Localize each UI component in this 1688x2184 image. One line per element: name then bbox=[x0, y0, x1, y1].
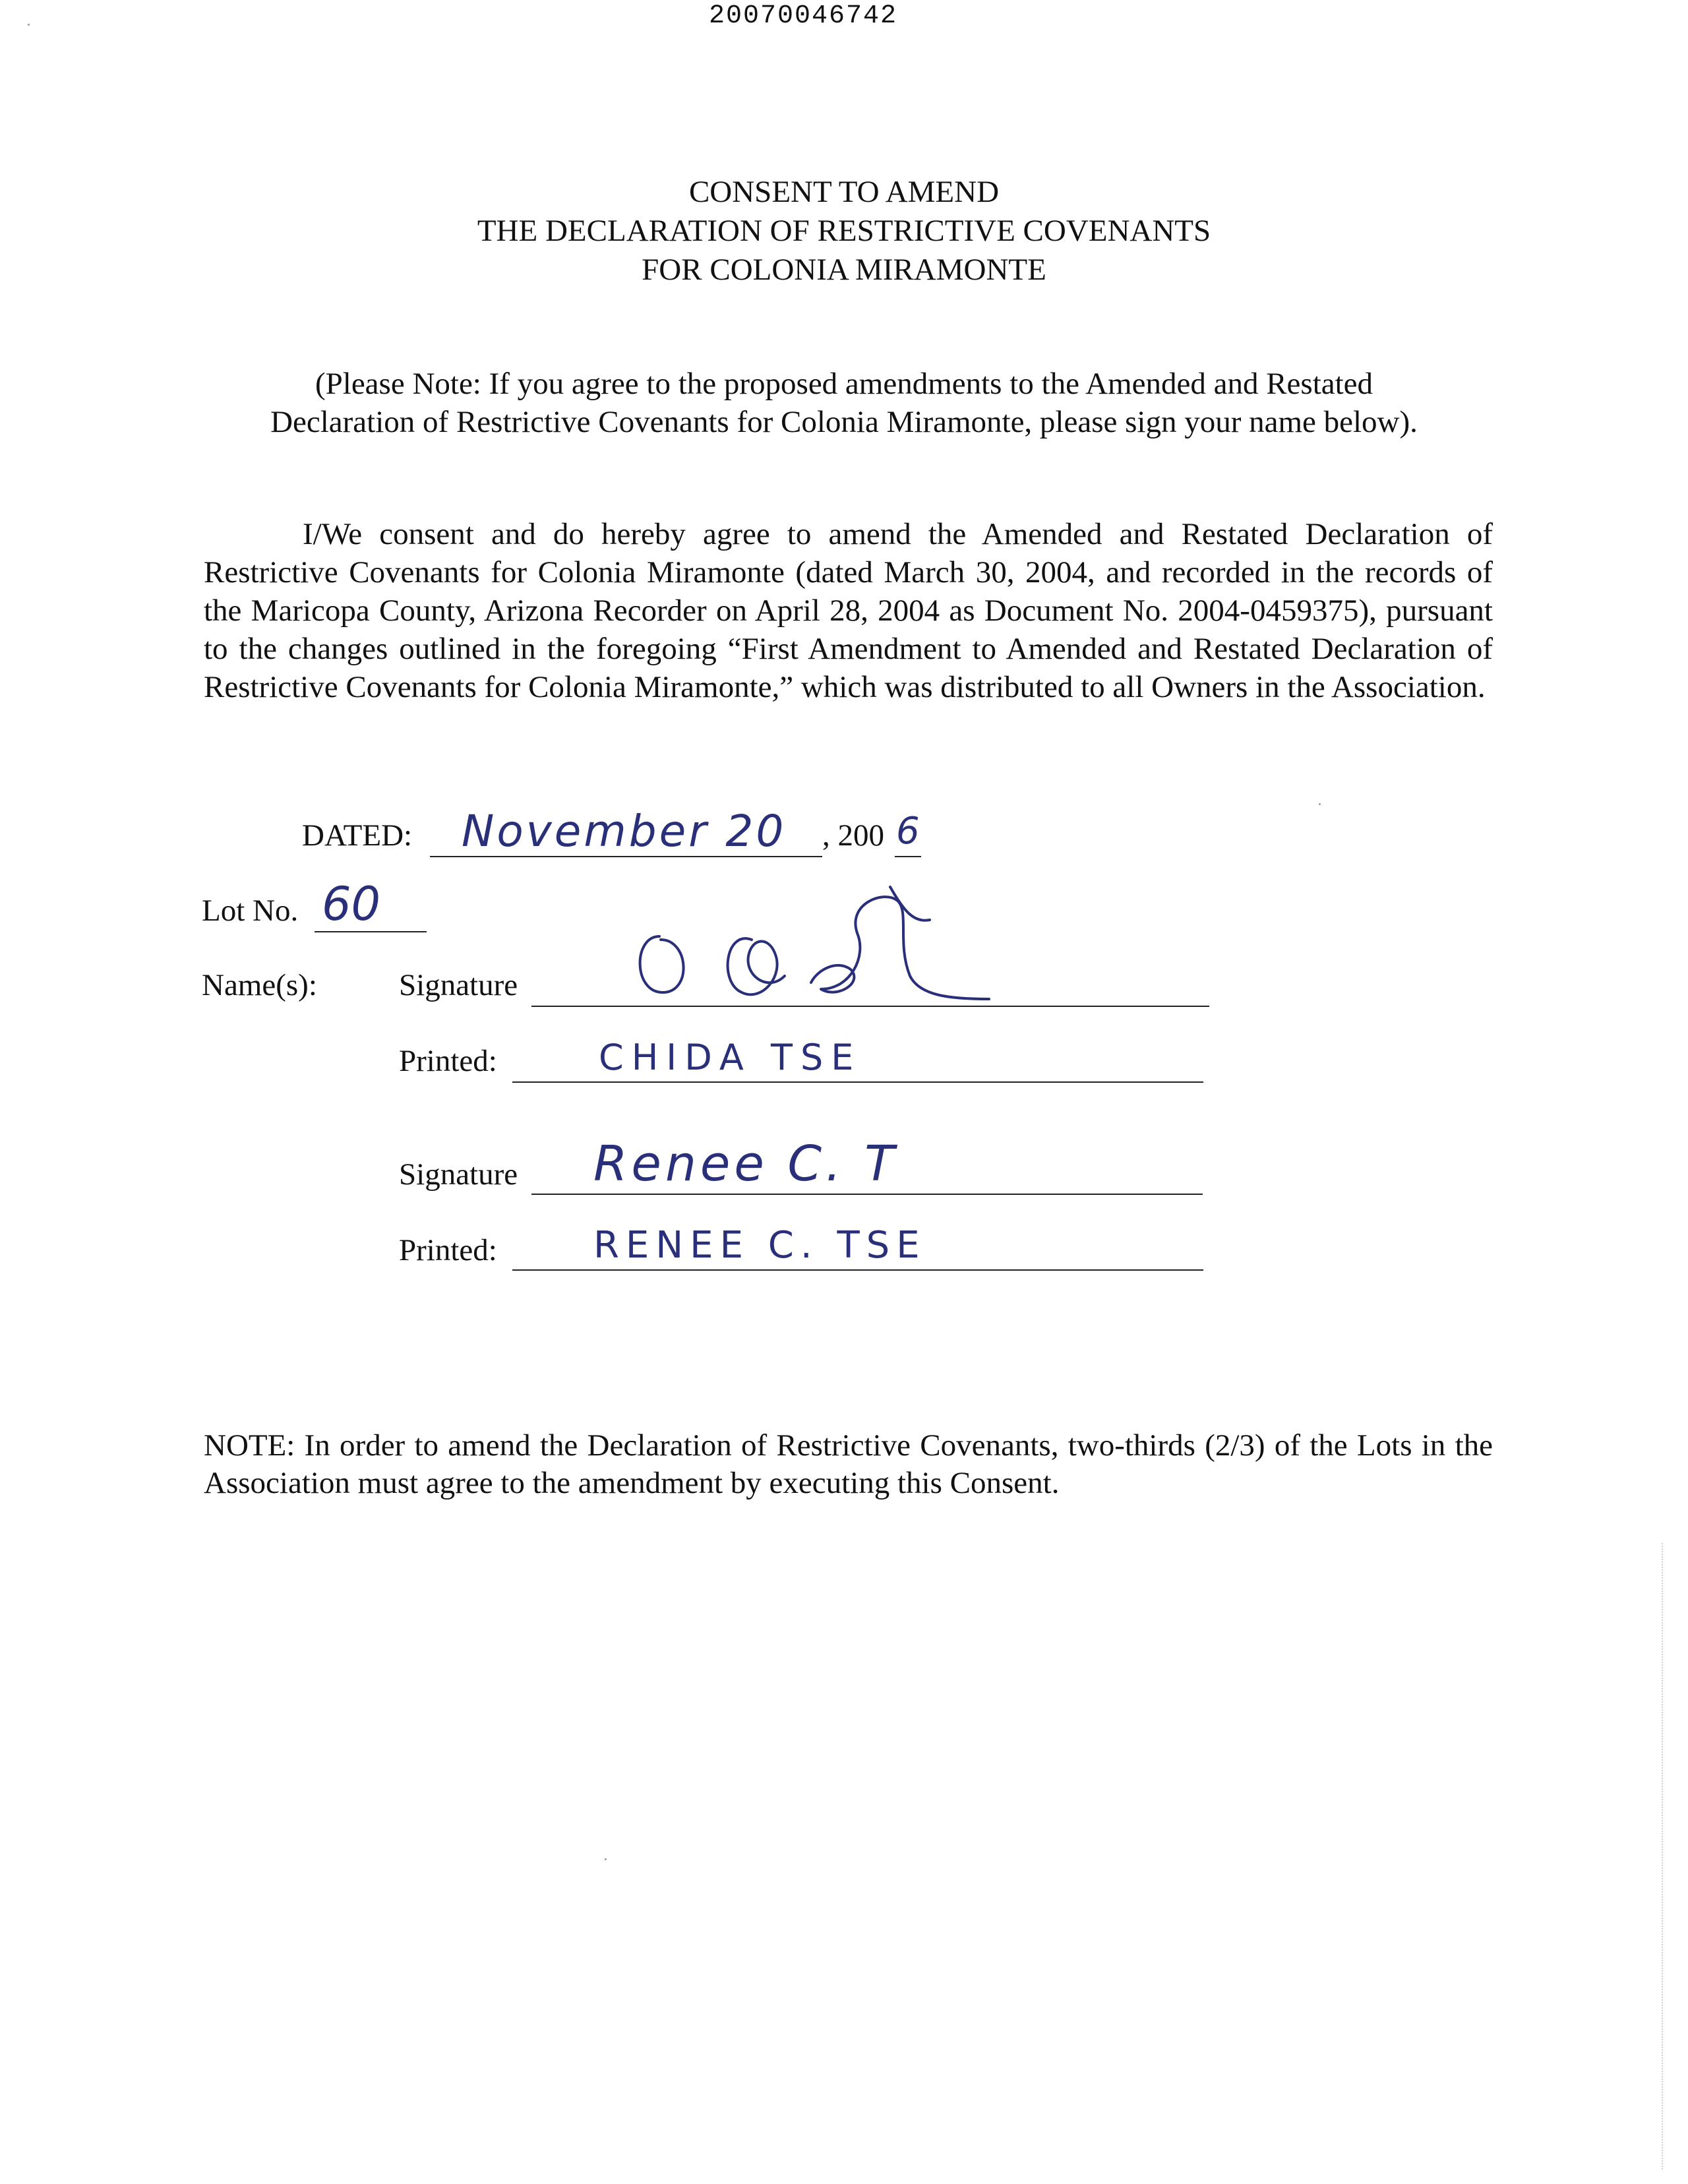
signature-line-2 bbox=[531, 1194, 1203, 1195]
signature-label-2: Signature bbox=[399, 1157, 518, 1192]
scan-speck bbox=[28, 24, 30, 26]
printed-label-2: Printed: bbox=[399, 1233, 497, 1267]
title-line-3: FOR COLONIA MIRAMONTE bbox=[642, 253, 1046, 287]
recording-document-number: 20070046742 bbox=[709, 1, 898, 31]
scan-speck bbox=[605, 1858, 607, 1860]
lot-number-line bbox=[315, 931, 427, 932]
dated-year-handwritten: 6 bbox=[896, 810, 920, 853]
please-note-line-1: (Please Note: If you agree to the proposed amendments to the Amended and Restated bbox=[315, 367, 1373, 401]
signature-1-scribble bbox=[620, 877, 989, 1016]
lot-number-label: Lot No. bbox=[202, 894, 299, 928]
year-line bbox=[895, 856, 921, 857]
title-line-1: CONSENT TO AMEND bbox=[688, 175, 1000, 209]
printed-line-2 bbox=[512, 1269, 1203, 1271]
scan-edge-noise bbox=[1662, 1543, 1667, 2169]
printed-name-1-handwritten: CHIDA TSE bbox=[599, 1037, 862, 1078]
consent-paragraph: I/We consent and do hereby agree to amend the Amended and Restated Declaration of Restrictive Covenants for Colonia Miramonte (dated March 30, 2004, and recorded in the records of the Maricopa County, Arizona Recorder on April 28, 2004 as Document No. 2004-0459375), pursuant to the changes outlined in the foregoing “First Amendment to Amended and Restated Declaration of Restrictive Covenants for Colonia Miramonte,” which was distributed to all Owners in the Association. bbox=[204, 517, 1493, 704]
printed-name-2-handwritten: RENEE C. TSE bbox=[593, 1224, 926, 1267]
final-note: NOTE: In order to amend the Declaration of Restrictive Covenants, two-thirds (2/3) of the Lots in the Association must agree to the amendment by executing this Consent. bbox=[204, 1428, 1493, 1500]
please-note-block bbox=[198, 365, 1490, 441]
title-line-2: THE DECLARATION OF RESTRICTIVE COVENANTS bbox=[477, 214, 1211, 248]
scan-speck bbox=[1319, 803, 1321, 805]
signature-2-handwritten: Renee C. T bbox=[593, 1136, 899, 1192]
printed-label-1: Printed: bbox=[399, 1044, 497, 1078]
lot-number-handwritten: 60 bbox=[322, 877, 381, 931]
dated-year-prefix: , 200 bbox=[822, 818, 884, 853]
names-label: Name(s): bbox=[202, 968, 317, 1002]
dated-handwritten-value: November 20 bbox=[462, 806, 787, 857]
printed-line-1 bbox=[512, 1081, 1203, 1083]
document-title bbox=[0, 173, 1688, 289]
signature-label-1: Signature bbox=[399, 968, 518, 1002]
dated-label: DATED: bbox=[302, 818, 413, 853]
please-note-line-2: Declaration of Restrictive Covenants for Colonia Miramonte, please sign your name below). bbox=[270, 405, 1418, 439]
